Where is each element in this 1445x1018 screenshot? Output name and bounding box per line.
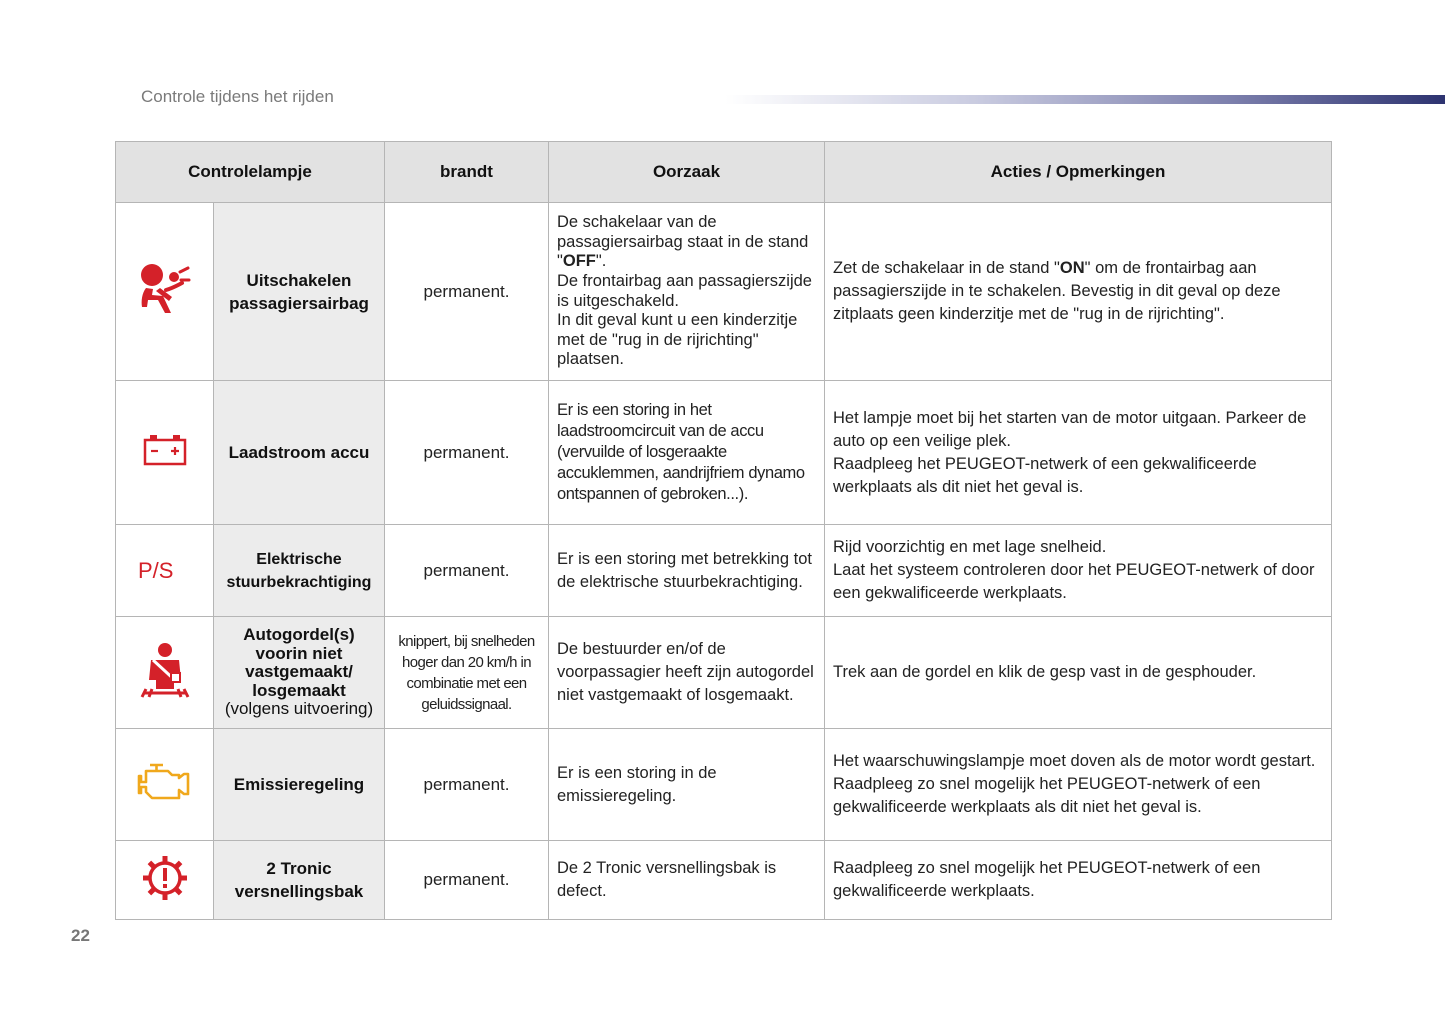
- seatbelt-icon: [140, 642, 190, 703]
- engine-emission-icon: [137, 762, 193, 807]
- lamp-name: Autogordel(s) voorin niet vastgemaakt/ losgemaakt (volgens uitvoering): [214, 617, 385, 729]
- table-row: [116, 203, 1332, 381]
- lamp-action: Zet de schakelaar in de stand "ON" om de frontairbag aan passagierszijde in te schakelen. Bevestig in dit geval op deze zitplaats geen kinderzitje met de "rug in de rijrichting".: [825, 203, 1332, 381]
- lamp-state: knippert, bij snelheden hoger dan 20 km/h in combinatie met een geluidssignaal.: [385, 617, 549, 729]
- lamp-action: Het waarschuwingslampje moet doven als de motor wordt gestart. Raadpleeg zo snel mogelijk het PEUGEOT-netwerk of een gekwalificeerde werkplaats als dit niet het geval is.: [825, 729, 1332, 841]
- lamp-state: permanent.: [385, 841, 549, 920]
- lamp-name: Emissieregeling: [214, 729, 385, 841]
- warning-lamps-table: [115, 141, 1332, 920]
- power-steering-icon: P/S: [138, 557, 174, 583]
- table-row: [116, 617, 1332, 729]
- lamp-state: permanent.: [385, 525, 549, 617]
- battery-icon: [143, 434, 187, 471]
- lamp-state: permanent.: [385, 381, 549, 525]
- table-row: [116, 729, 1332, 841]
- header-state: brandt: [385, 142, 549, 203]
- lamp-icon-cell: [116, 203, 214, 381]
- gearbox-warning-icon: [142, 855, 188, 906]
- table-row: [116, 525, 1332, 617]
- lamp-cause: De bestuurder en/of de voorpassagier heeft zijn autogordel niet vastgemaakt of losgemaakt.: [549, 617, 825, 729]
- lamp-cause: Er is een storing in het laadstroomcircuit van de accu (vervuilde of losgeraakte accuklemmen, aandrijfriem dynamo ontspannen of gebroken...).: [549, 381, 825, 525]
- page-header-title: Controle tijdens het rijden: [141, 87, 334, 106]
- lamp-icon-cell: [116, 381, 214, 525]
- header-cause: Oorzaak: [549, 142, 825, 203]
- table-row: [116, 381, 1332, 525]
- lamp-action: Raadpleeg zo snel mogelijk het PEUGEOT-netwerk of een gekwalificeerde werkplaats.: [825, 841, 1332, 920]
- header-decorative-bar: [725, 95, 1445, 104]
- passenger-airbag-icon: [138, 263, 192, 320]
- lamp-action: Rijd voorzichtig en met lage snelheid. Laat het systeem controleren door het PEUGEOT-netwerk of door een gekwalificeerde werkplaats.: [825, 525, 1332, 617]
- lamp-cause: De 2 Tronic versnellingsbak is defect.: [549, 841, 825, 920]
- table-row: [116, 841, 1332, 920]
- lamp-cause: Er is een storing in de emissieregeling.: [549, 729, 825, 841]
- table-header-row: [116, 142, 1332, 203]
- lamp-icon-cell: [116, 729, 214, 841]
- lamp-name: Uitschakelen passagiersairbag: [214, 203, 385, 381]
- page-number: 22: [71, 926, 90, 945]
- header-lamp: Controlelampje: [116, 142, 385, 203]
- lamp-state: permanent.: [385, 729, 549, 841]
- lamp-cause: De schakelaar van de passagiersairbag staat in de stand "OFF". De frontairbag aan passagierszijde is uitgeschakeld. In dit geval kunt u een kinderzitje met de "rug in de rijrichting" plaatsen.: [549, 203, 825, 381]
- lamp-action: Trek aan de gordel en klik de gesp vast in de gesphouder.: [825, 617, 1332, 729]
- lamp-icon-cell: [116, 841, 214, 920]
- lamp-action: Het lampje moet bij het starten van de motor uitgaan. Parkeer de auto op een veilige plek. Raadpleeg het PEUGEOT-netwerk of een gekwalificeerde werkplaats als dit niet het geval is.: [825, 381, 1332, 525]
- header-action: Acties / Opmerkingen: [825, 142, 1332, 203]
- lamp-state: permanent.: [385, 203, 549, 381]
- lamp-cause: Er is een storing met betrekking tot de elektrische stuurbekrachtiging.: [549, 525, 825, 617]
- lamp-icon-cell: [116, 525, 214, 617]
- lamp-name: Laadstroom accu: [214, 381, 385, 525]
- lamp-name: 2 Tronic versnellingsbak: [214, 841, 385, 920]
- lamp-icon-cell: [116, 617, 214, 729]
- lamp-name: Elektrische stuurbekrachtiging: [214, 525, 385, 617]
